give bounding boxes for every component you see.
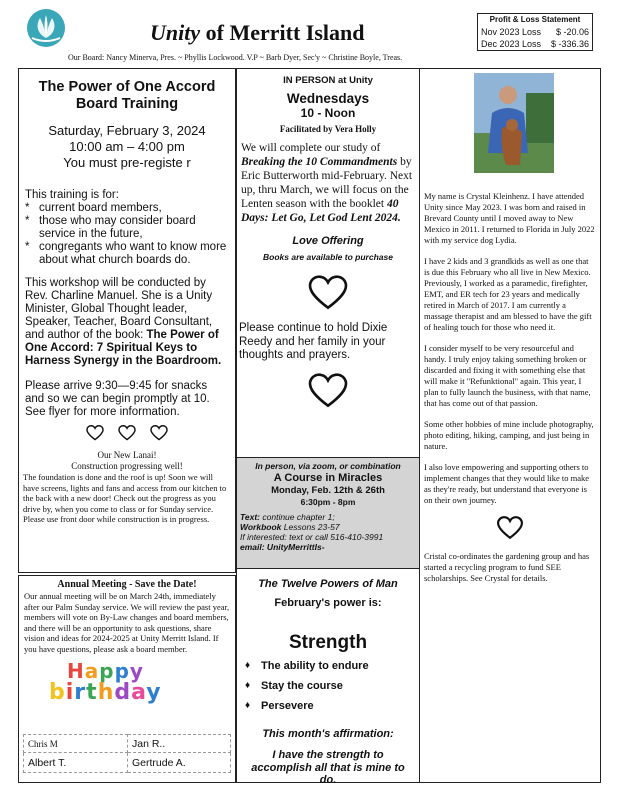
acim-text-value: continue chapter 1;: [262, 512, 335, 522]
annual-title: Annual Meeting - Save the Date!: [57, 579, 197, 590]
lanai-title: Our New Lanai!: [97, 450, 157, 460]
twelve-powers-section: [237, 572, 419, 786]
bio-paragraph-5: I also love empowering and supporting others to implement changes that they would like to make as they're ready, but understand that everyone is on their own journey.: [424, 462, 589, 505]
study-text: [241, 141, 415, 225]
training-title: The Power of One Accord Board Training: [38, 79, 216, 112]
affirmation-title: This month's affirmation:: [262, 728, 394, 740]
annual-meeting-section: [18, 575, 236, 783]
workshop-text: [25, 277, 229, 368]
pl-value: $ -20.06: [555, 27, 589, 37]
acim-email: email: UnityMerrittIs-: [240, 542, 325, 552]
list-item: ♦ Stay the course: [241, 676, 415, 696]
right-column: [420, 68, 601, 783]
birthday-name: Jan R..: [128, 735, 231, 753]
list-item: * current board members,: [23, 202, 229, 215]
acim-title: A Course in Miracles: [273, 472, 383, 484]
affirmation-text: I have the strength to accomplish all that is mine to do.: [251, 749, 405, 786]
twelve-powers-title: The Twelve Powers of Man: [258, 578, 398, 590]
power-list: [241, 656, 415, 716]
profit-loss-row: [481, 38, 589, 50]
study-intro: We will complete our study of: [241, 142, 381, 154]
workshop-body: This workshop will be conducted by Rev. Charline Manuel. She is a Unity Minister, Global Thought leader, Speaker, Teacher, Board Consultant, and author of the book:: [25, 277, 213, 341]
class-time: 10 - Noon: [300, 106, 356, 120]
study-book-title: Breaking the 10 Commandments: [241, 156, 398, 168]
heart-icon: [86, 425, 104, 446]
table-row: [24, 735, 231, 753]
heart-icon: [150, 425, 168, 446]
profit-loss-title: Profit & Loss Statement: [489, 15, 581, 24]
training-for-intro: This training is for:: [25, 189, 119, 201]
birthday-name: Albert T.: [24, 753, 128, 773]
hearts-row: [19, 425, 235, 446]
lanai-body: The foundation is done and the roof is up! Soon we will have screens, lights and fans and access from our kitchen to the back with a new door! Check out the progress as you drive by, when you come to class or for Sunday service. Please use front door while construction is in progress.: [23, 472, 227, 524]
prayer-text: Please continue to hold Dixie Reedy and her family in your thoughts and prayers.: [239, 322, 388, 361]
heart-icon: [118, 425, 136, 446]
list-item: ♦ Persevere: [241, 696, 415, 716]
heart-icon: [420, 516, 600, 545]
training-date: Saturday, February 3, 2024: [48, 123, 206, 138]
book-title: The Power of One Accord: 7 Spiritual Keys to Harness Synergy in the Boardroom.: [25, 329, 222, 367]
books-available: Books are available to purchase: [263, 252, 393, 262]
logo-icon: [26, 8, 66, 48]
table-row: [24, 753, 231, 773]
lanai-subtitle: Construction progressing well!: [71, 461, 183, 471]
acim-workbook-label: Workbook: [240, 522, 282, 532]
training-section: [18, 68, 236, 573]
page-title: [150, 20, 364, 46]
bio-paragraph-1: My name is Crystal Kleinhenz. I have attended Unity since May 2023. I was born and raised in Brevard County until I moved away to New Mexico in 2011. I returned to Florida in July 2022 with my service dog Lydia.: [424, 191, 595, 245]
list-item: * those who may consider board service in the future,: [23, 215, 229, 241]
training-for-list: [23, 202, 229, 267]
profile-photo: [474, 73, 554, 173]
happy-birthday-graphic: [49, 660, 235, 704]
board-line: Our Board: Nancy Minerva, Pres. ~ Phyllis Lockwood. V.P ~ Barb Dyer, Sec'y ~ Christine Boyle, Treas.: [68, 53, 403, 62]
acim-box: [237, 457, 419, 569]
annual-body: Our annual meeting will be on March 24th, immediately after our Palm Sunday service. We will review the past year, members will vote on By-Law changes and board members, and there will be an opportunity to ask questions, share vision and ideas for 2024-2025 at Unity Merritt Island. If you have questions, please ask a board member.: [24, 591, 230, 654]
bio-paragraph-3: I consider myself to be very resourceful and handy. I truly enjoy taking something broken or discarded and fixing it with something else that will make it "Refunktional" again. This year, I plan to fully launch the business, with that name, that has come out of that passion.: [424, 343, 591, 408]
study-continue: by Eric Butterworth mid-February. Next up, thru March, we will focus on the Lenten season with the booklet: [241, 156, 413, 210]
acim-text-label: Text:: [240, 512, 260, 522]
birthday-word-happy: Happy: [67, 659, 144, 683]
pl-label: Dec 2023 Loss: [481, 39, 542, 49]
acim-workbook-value: Lessons 23-57: [283, 522, 340, 532]
pl-value: $ -336.36: [550, 39, 589, 49]
acim-details: [240, 512, 416, 552]
acim-dates: Monday, Feb. 12th & 26th: [271, 485, 385, 496]
arrive-text: Please arrive 9:30—9:45 for snacks and so we can begin promptly at 10. See flyer for more information.: [25, 380, 210, 418]
birthday-word-birthday: birthday: [49, 680, 162, 705]
in-person-label: IN PERSON at Unity: [283, 75, 373, 86]
bio-paragraph-4: Some other hobbies of mine include photography, photo editing, hiking, camping, and just being in nature.: [424, 419, 594, 451]
acim-modes: In person, via zoom, or combination: [255, 461, 401, 471]
acim-time: 6:30pm - 8pm: [300, 497, 356, 507]
heart-icon: [237, 373, 419, 414]
acim-interest: If interested: text or call 516-410-3991: [240, 532, 384, 542]
bio-paragraph-2: I have 2 kids and 3 grandkids as well as one that is due this February who all live in New Mexico. Previously, I worked as a paramedic, firefighter, EMT, and ER tech for 23 years and medically retired in March of 2017. I am currently a massage therapist and am blessed to have the gift of healing touch for those who need it.: [424, 256, 592, 332]
list-item: * congregants who want to know more about what church boards do.: [23, 241, 229, 267]
acim-workbook-line: [240, 522, 416, 532]
title-unity: Unity: [150, 20, 201, 45]
closing-paragraph: Cristal co-ordinates the gardening group and has started a recycling program to fund SEE scholarships. See Crystal for details.: [424, 551, 590, 583]
lent-book-title: 40 Days: Let Go, Let God Lent 2024.: [241, 198, 401, 224]
training-register: You must pre-registe r: [63, 155, 191, 170]
class-day: Wednesdays: [286, 91, 370, 106]
february-power-label: February's power is:: [274, 597, 382, 609]
acim-text-line: [240, 512, 416, 522]
pl-label: Nov 2023 Loss: [481, 27, 542, 37]
birthday-name: Gertrude A.: [128, 753, 231, 773]
love-offering: Love Offering: [292, 235, 364, 247]
profit-loss-box: [477, 13, 593, 51]
birthday-table: [23, 734, 231, 773]
profit-loss-row: [481, 26, 589, 38]
heart-icon: [237, 275, 419, 316]
title-rest: of Merritt Island: [205, 20, 365, 45]
list-item: ♦ The ability to endure: [241, 656, 415, 676]
power-name: Strength: [288, 632, 368, 653]
facilitator: Facilitated by Vera Holly: [279, 124, 377, 134]
birthday-name: Chris M: [24, 735, 128, 753]
training-time: 10:00 am – 4:00 pm: [69, 139, 185, 154]
